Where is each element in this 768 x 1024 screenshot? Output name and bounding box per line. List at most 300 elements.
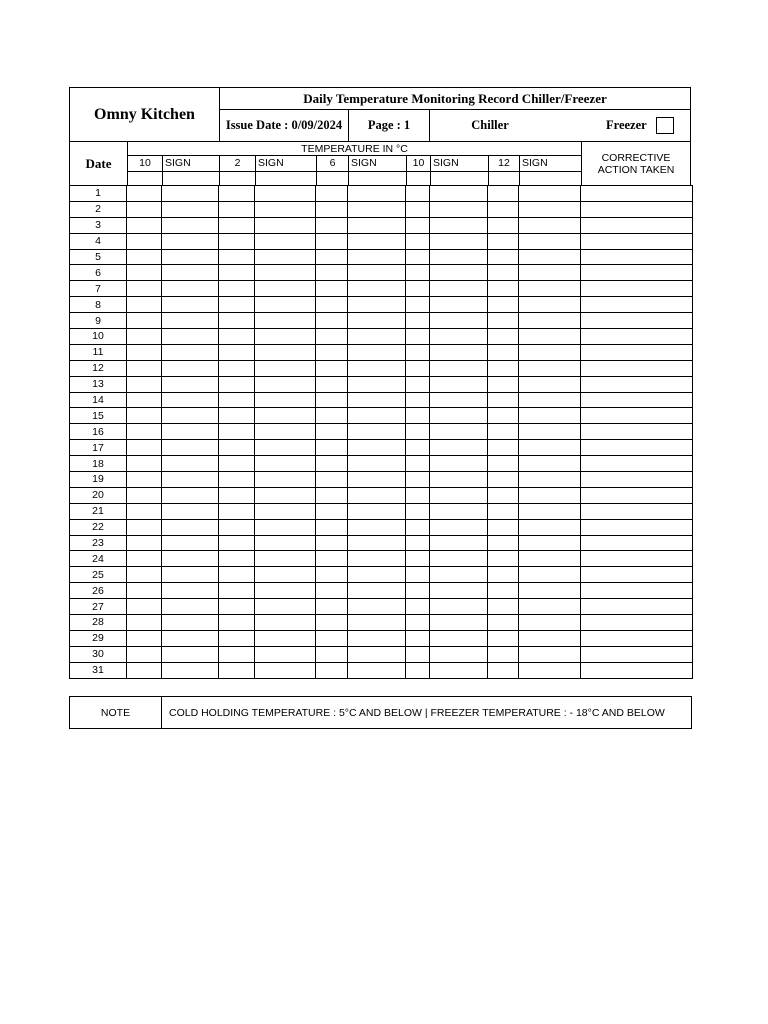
temperature-cell[interactable] [127, 217, 162, 233]
temperature-cell[interactable] [219, 440, 255, 456]
sign-cell[interactable] [430, 344, 488, 360]
corrective-action-cell[interactable] [581, 630, 693, 646]
temperature-cell[interactable] [316, 408, 348, 424]
corrective-action-cell[interactable] [581, 487, 693, 503]
corrective-action-cell[interactable] [581, 424, 693, 440]
sign-cell[interactable] [348, 630, 406, 646]
temperature-cell[interactable] [488, 456, 519, 472]
temperature-cell[interactable] [406, 424, 430, 440]
sign-cell[interactable] [430, 313, 488, 329]
sign-cell[interactable] [348, 249, 406, 265]
temperature-cell[interactable] [406, 376, 430, 392]
sign-cell[interactable] [519, 551, 581, 567]
corrective-action-cell[interactable] [581, 503, 693, 519]
sign-cell[interactable] [162, 297, 219, 313]
temperature-cell[interactable] [219, 217, 255, 233]
sign-cell[interactable] [430, 249, 488, 265]
temperature-cell[interactable] [127, 424, 162, 440]
temperature-cell[interactable] [316, 233, 348, 249]
sign-cell[interactable] [255, 646, 316, 662]
sign-cell[interactable] [348, 615, 406, 631]
sign-cell[interactable] [255, 233, 316, 249]
sign-cell[interactable] [255, 313, 316, 329]
sign-cell[interactable] [519, 344, 581, 360]
temperature-cell[interactable] [219, 583, 255, 599]
sign-cell[interactable] [348, 456, 406, 472]
temperature-cell[interactable] [406, 249, 430, 265]
temperature-cell[interactable] [219, 646, 255, 662]
sign-cell[interactable] [162, 313, 219, 329]
sign-cell[interactable] [519, 503, 581, 519]
temperature-cell[interactable] [127, 456, 162, 472]
sign-cell[interactable] [519, 313, 581, 329]
temperature-cell[interactable] [488, 281, 519, 297]
temperature-cell[interactable] [488, 583, 519, 599]
sign-cell[interactable] [255, 487, 316, 503]
temperature-cell[interactable] [127, 313, 162, 329]
sign-cell[interactable] [348, 519, 406, 535]
sign-cell[interactable] [255, 392, 316, 408]
temperature-cell[interactable] [127, 297, 162, 313]
sign-cell[interactable] [162, 344, 219, 360]
temperature-cell[interactable] [488, 472, 519, 488]
temperature-cell[interactable] [488, 503, 519, 519]
sign-cell[interactable] [255, 376, 316, 392]
temperature-cell[interactable] [488, 376, 519, 392]
temperature-cell[interactable] [219, 456, 255, 472]
temperature-cell[interactable] [316, 646, 348, 662]
sign-cell[interactable] [430, 599, 488, 615]
temperature-cell[interactable] [488, 297, 519, 313]
temperature-cell[interactable] [488, 249, 519, 265]
temperature-cell[interactable] [127, 265, 162, 281]
temperature-cell[interactable] [316, 265, 348, 281]
temperature-cell[interactable] [406, 186, 430, 202]
corrective-action-cell[interactable] [581, 551, 693, 567]
sign-cell[interactable] [162, 376, 219, 392]
sign-cell[interactable] [430, 662, 488, 678]
temperature-cell[interactable] [488, 313, 519, 329]
temperature-cell[interactable] [406, 503, 430, 519]
temperature-cell[interactable] [316, 472, 348, 488]
sign-cell[interactable] [162, 503, 219, 519]
sign-cell[interactable] [162, 487, 219, 503]
sign-cell[interactable] [348, 186, 406, 202]
corrective-action-cell[interactable] [581, 297, 693, 313]
temperature-cell[interactable] [406, 281, 430, 297]
temperature-cell[interactable] [316, 535, 348, 551]
sign-cell[interactable] [348, 472, 406, 488]
corrective-action-cell[interactable] [581, 599, 693, 615]
sign-cell[interactable] [519, 376, 581, 392]
corrective-action-cell[interactable] [581, 392, 693, 408]
sign-cell[interactable] [162, 567, 219, 583]
sign-cell[interactable] [348, 424, 406, 440]
sign-cell[interactable] [519, 265, 581, 281]
sign-cell[interactable] [430, 424, 488, 440]
temperature-cell[interactable] [316, 281, 348, 297]
temperature-cell[interactable] [488, 630, 519, 646]
sign-cell[interactable] [519, 233, 581, 249]
temperature-cell[interactable] [316, 440, 348, 456]
temperature-cell[interactable] [406, 233, 430, 249]
sign-cell[interactable] [162, 186, 219, 202]
sign-cell[interactable] [430, 297, 488, 313]
sign-cell[interactable] [430, 217, 488, 233]
temperature-cell[interactable] [488, 440, 519, 456]
temperature-cell[interactable] [406, 329, 430, 345]
temperature-cell[interactable] [488, 599, 519, 615]
sign-cell[interactable] [162, 424, 219, 440]
temperature-cell[interactable] [406, 344, 430, 360]
corrective-action-cell[interactable] [581, 662, 693, 678]
sign-cell[interactable] [255, 503, 316, 519]
temperature-cell[interactable] [219, 201, 255, 217]
temperature-cell[interactable] [316, 567, 348, 583]
temperature-cell[interactable] [316, 297, 348, 313]
temperature-cell[interactable] [316, 249, 348, 265]
sign-cell[interactable] [519, 424, 581, 440]
temperature-cell[interactable] [316, 392, 348, 408]
temperature-cell[interactable] [488, 344, 519, 360]
sign-cell[interactable] [162, 615, 219, 631]
temperature-cell[interactable] [316, 360, 348, 376]
sign-cell[interactable] [348, 233, 406, 249]
temperature-cell[interactable] [406, 567, 430, 583]
sign-cell[interactable] [162, 519, 219, 535]
temperature-cell[interactable] [488, 487, 519, 503]
sign-cell[interactable] [430, 265, 488, 281]
sign-cell[interactable] [430, 551, 488, 567]
corrective-action-cell[interactable] [581, 519, 693, 535]
sign-cell[interactable] [162, 217, 219, 233]
temperature-cell[interactable] [488, 408, 519, 424]
sign-cell[interactable] [430, 519, 488, 535]
sign-cell[interactable] [255, 662, 316, 678]
sign-cell[interactable] [430, 456, 488, 472]
sign-cell[interactable] [348, 567, 406, 583]
corrective-action-cell[interactable] [581, 233, 693, 249]
temperature-cell[interactable] [219, 281, 255, 297]
temperature-cell[interactable] [406, 313, 430, 329]
temperature-cell[interactable] [219, 615, 255, 631]
sign-cell[interactable] [255, 599, 316, 615]
sign-cell[interactable] [348, 487, 406, 503]
sign-cell[interactable] [348, 440, 406, 456]
sign-cell[interactable] [162, 440, 219, 456]
sign-cell[interactable] [519, 472, 581, 488]
temperature-cell[interactable] [219, 424, 255, 440]
temperature-cell[interactable] [488, 662, 519, 678]
sign-cell[interactable] [255, 519, 316, 535]
sign-cell[interactable] [519, 408, 581, 424]
sign-cell[interactable] [430, 646, 488, 662]
sign-cell[interactable] [430, 360, 488, 376]
temperature-cell[interactable] [406, 408, 430, 424]
sign-cell[interactable] [519, 456, 581, 472]
sign-cell[interactable] [255, 615, 316, 631]
sign-cell[interactable] [430, 472, 488, 488]
temperature-cell[interactable] [488, 233, 519, 249]
sign-cell[interactable] [519, 440, 581, 456]
temperature-cell[interactable] [406, 535, 430, 551]
temperature-cell[interactable] [127, 503, 162, 519]
sign-cell[interactable] [430, 281, 488, 297]
temperature-cell[interactable] [316, 599, 348, 615]
sign-cell[interactable] [519, 217, 581, 233]
temperature-cell[interactable] [316, 503, 348, 519]
temperature-cell[interactable] [127, 487, 162, 503]
temperature-cell[interactable] [488, 567, 519, 583]
sign-cell[interactable] [162, 360, 219, 376]
corrective-action-cell[interactable] [581, 567, 693, 583]
temperature-cell[interactable] [127, 519, 162, 535]
sign-cell[interactable] [162, 535, 219, 551]
sign-cell[interactable] [430, 201, 488, 217]
sign-cell[interactable] [255, 440, 316, 456]
sign-cell[interactable] [162, 329, 219, 345]
sign-cell[interactable] [348, 281, 406, 297]
temperature-cell[interactable] [406, 392, 430, 408]
temperature-cell[interactable] [316, 424, 348, 440]
temperature-cell[interactable] [316, 186, 348, 202]
temperature-cell[interactable] [488, 551, 519, 567]
temperature-cell[interactable] [316, 583, 348, 599]
temperature-cell[interactable] [406, 360, 430, 376]
corrective-action-cell[interactable] [581, 217, 693, 233]
corrective-action-cell[interactable] [581, 249, 693, 265]
corrective-action-cell[interactable] [581, 360, 693, 376]
corrective-action-cell[interactable] [581, 281, 693, 297]
sign-cell[interactable] [255, 360, 316, 376]
temperature-cell[interactable] [406, 201, 430, 217]
sign-cell[interactable] [348, 662, 406, 678]
temperature-cell[interactable] [127, 186, 162, 202]
temperature-cell[interactable] [127, 599, 162, 615]
temperature-cell[interactable] [488, 519, 519, 535]
sign-cell[interactable] [519, 535, 581, 551]
temperature-cell[interactable] [219, 487, 255, 503]
temperature-cell[interactable] [406, 472, 430, 488]
temperature-cell[interactable] [316, 329, 348, 345]
temperature-cell[interactable] [406, 487, 430, 503]
temperature-cell[interactable] [488, 265, 519, 281]
sign-cell[interactable] [255, 344, 316, 360]
sign-cell[interactable] [255, 551, 316, 567]
corrective-action-cell[interactable] [581, 646, 693, 662]
temperature-cell[interactable] [219, 519, 255, 535]
sign-cell[interactable] [348, 313, 406, 329]
temperature-cell[interactable] [219, 599, 255, 615]
sign-cell[interactable] [162, 233, 219, 249]
sign-cell[interactable] [430, 567, 488, 583]
temperature-cell[interactable] [219, 344, 255, 360]
temperature-cell[interactable] [316, 615, 348, 631]
sign-cell[interactable] [162, 408, 219, 424]
sign-cell[interactable] [162, 583, 219, 599]
sign-cell[interactable] [348, 329, 406, 345]
temperature-cell[interactable] [488, 646, 519, 662]
temperature-cell[interactable] [219, 662, 255, 678]
temperature-cell[interactable] [219, 233, 255, 249]
sign-cell[interactable] [519, 662, 581, 678]
temperature-cell[interactable] [127, 630, 162, 646]
temperature-cell[interactable] [406, 630, 430, 646]
temperature-cell[interactable] [127, 376, 162, 392]
sign-cell[interactable] [348, 535, 406, 551]
corrective-action-cell[interactable] [581, 440, 693, 456]
temperature-cell[interactable] [127, 535, 162, 551]
sign-cell[interactable] [255, 583, 316, 599]
sign-cell[interactable] [348, 646, 406, 662]
temperature-cell[interactable] [406, 456, 430, 472]
temperature-cell[interactable] [127, 392, 162, 408]
corrective-action-cell[interactable] [581, 313, 693, 329]
sign-cell[interactable] [348, 503, 406, 519]
sign-cell[interactable] [430, 440, 488, 456]
temperature-cell[interactable] [406, 583, 430, 599]
temperature-cell[interactable] [219, 376, 255, 392]
sign-cell[interactable] [162, 249, 219, 265]
sign-cell[interactable] [162, 281, 219, 297]
temperature-cell[interactable] [316, 456, 348, 472]
temperature-cell[interactable] [316, 376, 348, 392]
sign-cell[interactable] [519, 297, 581, 313]
temperature-cell[interactable] [406, 440, 430, 456]
corrective-action-cell[interactable] [581, 472, 693, 488]
sign-cell[interactable] [162, 472, 219, 488]
sign-cell[interactable] [348, 217, 406, 233]
corrective-action-cell[interactable] [581, 344, 693, 360]
sign-cell[interactable] [255, 265, 316, 281]
temperature-cell[interactable] [488, 360, 519, 376]
temperature-cell[interactable] [219, 567, 255, 583]
sign-cell[interactable] [162, 456, 219, 472]
corrective-action-cell[interactable] [581, 201, 693, 217]
temperature-cell[interactable] [127, 201, 162, 217]
temperature-cell[interactable] [316, 313, 348, 329]
temperature-cell[interactable] [219, 551, 255, 567]
sign-cell[interactable] [255, 249, 316, 265]
temperature-cell[interactable] [316, 201, 348, 217]
temperature-cell[interactable] [219, 360, 255, 376]
corrective-action-cell[interactable] [581, 583, 693, 599]
temperature-cell[interactable] [488, 535, 519, 551]
sign-cell[interactable] [430, 186, 488, 202]
temperature-cell[interactable] [316, 487, 348, 503]
temperature-cell[interactable] [219, 249, 255, 265]
sign-cell[interactable] [255, 408, 316, 424]
sign-cell[interactable] [162, 201, 219, 217]
temperature-cell[interactable] [406, 615, 430, 631]
temperature-cell[interactable] [219, 265, 255, 281]
sign-cell[interactable] [255, 217, 316, 233]
corrective-action-cell[interactable] [581, 615, 693, 631]
corrective-action-cell[interactable] [581, 265, 693, 281]
temperature-cell[interactable] [488, 329, 519, 345]
sign-cell[interactable] [519, 615, 581, 631]
temperature-cell[interactable] [488, 186, 519, 202]
sign-cell[interactable] [348, 551, 406, 567]
temperature-cell[interactable] [219, 392, 255, 408]
temperature-cell[interactable] [219, 313, 255, 329]
sign-cell[interactable] [519, 186, 581, 202]
temperature-cell[interactable] [219, 186, 255, 202]
sign-cell[interactable] [348, 392, 406, 408]
temperature-cell[interactable] [219, 297, 255, 313]
corrective-action-cell[interactable] [581, 376, 693, 392]
sign-cell[interactable] [519, 360, 581, 376]
sign-cell[interactable] [348, 344, 406, 360]
sign-cell[interactable] [255, 186, 316, 202]
temperature-cell[interactable] [406, 662, 430, 678]
corrective-action-cell[interactable] [581, 408, 693, 424]
temperature-cell[interactable] [488, 424, 519, 440]
corrective-action-cell[interactable] [581, 329, 693, 345]
sign-cell[interactable] [348, 297, 406, 313]
sign-cell[interactable] [430, 503, 488, 519]
temperature-cell[interactable] [488, 392, 519, 408]
temperature-cell[interactable] [127, 408, 162, 424]
sign-cell[interactable] [430, 487, 488, 503]
sign-cell[interactable] [519, 599, 581, 615]
temperature-cell[interactable] [406, 217, 430, 233]
sign-cell[interactable] [519, 249, 581, 265]
temperature-cell[interactable] [488, 217, 519, 233]
sign-cell[interactable] [162, 551, 219, 567]
sign-cell[interactable] [162, 599, 219, 615]
sign-cell[interactable] [255, 297, 316, 313]
sign-cell[interactable] [162, 662, 219, 678]
sign-cell[interactable] [519, 630, 581, 646]
temperature-cell[interactable] [127, 567, 162, 583]
sign-cell[interactable] [255, 535, 316, 551]
temperature-cell[interactable] [406, 297, 430, 313]
sign-cell[interactable] [430, 408, 488, 424]
sign-cell[interactable] [519, 519, 581, 535]
corrective-action-cell[interactable] [581, 186, 693, 202]
sign-cell[interactable] [430, 583, 488, 599]
temperature-cell[interactable] [219, 329, 255, 345]
sign-cell[interactable] [430, 615, 488, 631]
sign-cell[interactable] [162, 646, 219, 662]
sign-cell[interactable] [348, 583, 406, 599]
temperature-cell[interactable] [406, 599, 430, 615]
temperature-cell[interactable] [316, 217, 348, 233]
temperature-cell[interactable] [127, 662, 162, 678]
sign-cell[interactable] [519, 201, 581, 217]
temperature-cell[interactable] [406, 551, 430, 567]
sign-cell[interactable] [255, 472, 316, 488]
sign-cell[interactable] [255, 567, 316, 583]
temperature-cell[interactable] [316, 662, 348, 678]
temperature-cell[interactable] [127, 344, 162, 360]
temperature-cell[interactable] [316, 630, 348, 646]
sign-cell[interactable] [519, 281, 581, 297]
sign-cell[interactable] [430, 329, 488, 345]
temperature-cell[interactable] [406, 265, 430, 281]
corrective-action-cell[interactable] [581, 456, 693, 472]
temperature-cell[interactable] [219, 630, 255, 646]
sign-cell[interactable] [162, 392, 219, 408]
temperature-cell[interactable] [488, 201, 519, 217]
sign-cell[interactable] [255, 281, 316, 297]
freezer-checkbox[interactable] [656, 117, 674, 134]
sign-cell[interactable] [255, 424, 316, 440]
sign-cell[interactable] [519, 646, 581, 662]
sign-cell[interactable] [255, 329, 316, 345]
sign-cell[interactable] [519, 392, 581, 408]
